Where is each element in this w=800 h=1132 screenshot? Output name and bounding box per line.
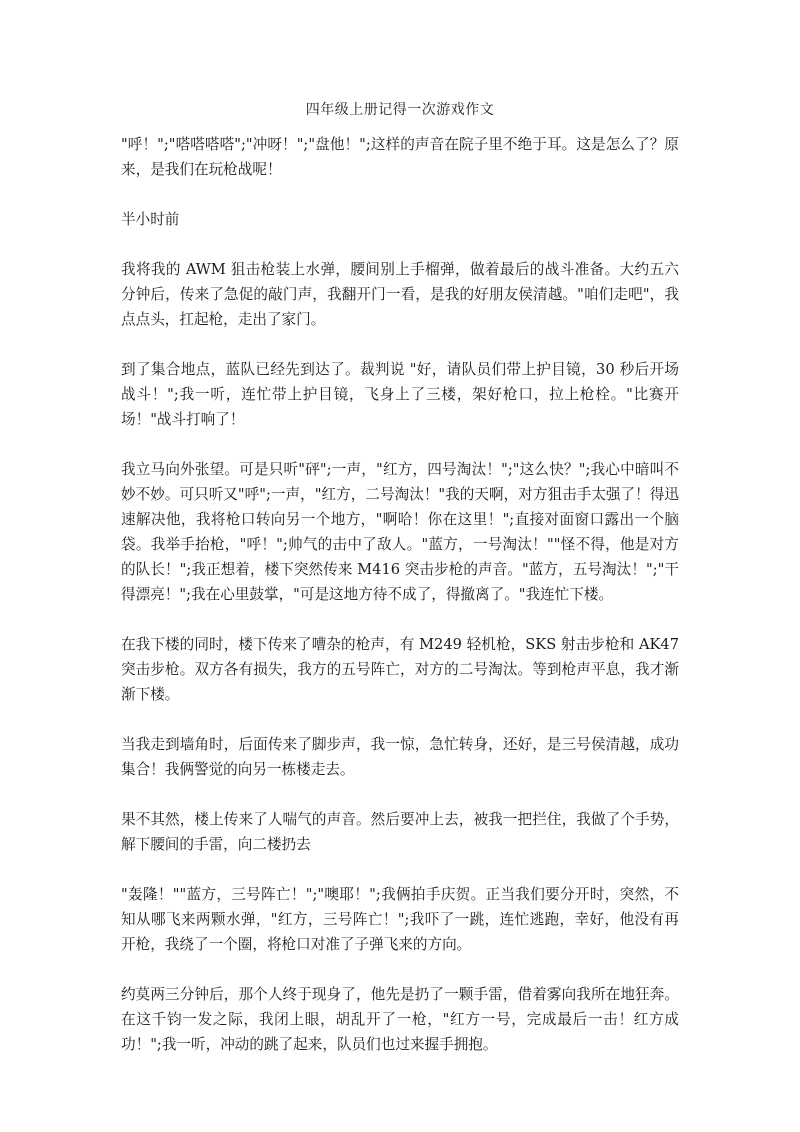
paragraph-5: 我立马向外张望。可是只听"砰";一声，"红方，四号淘汰！";"这么快？";我心中暗叫不妙不妙。可只听又"呼";一声，"红方，二号淘汰！"我的天啊，对方狙击手太强了！得迅速解决他，我将枪口转向另一个地方，"啊哈！你在这里！";直接对面窗口露出一个脑袋。我举手抬枪，"呼！";帅气的击中了敌人。"蓝方，一号淘汰！""怪不得，他是对方的队长！";我正想着，楼下突然传来 M416 突击步枪的声音。"蓝方，五号淘汰！";"干得漂亮！";我在心里鼓掌，"可是这地方待不成了，得撤离了。"我连忙下楼。 [121,461,679,603]
paragraph-10: 约莫两三分钟后，那个人终于现身了，他先是扔了一颗手雷，借着雾向我所在地狂奔。在这千钧一发之际，我闭上眼，胡乱开了一枪，"红方一号，完成最后一击！红方成功！";我一听，冲动的跳了起来，队员们也过来握手拥抱。 [121,986,679,1053]
paragraph-4: 到了集合地点，蓝队已经先到达了。裁判说 "好，请队员们带上护目镜，30 秒后开场战斗！";我一听，连忙带上护目镜，飞身上了三楼，架好枪口，拉上枪栓。"比赛开场！"战斗打响了！ [121,361,679,428]
paragraph-8: 果不其然，楼上传来了人喘气的声音。然后要冲上去，被我一把拦住，我做了个手势，解下腰间的手雷，向二楼扔去 [121,811,679,853]
paragraph-gap [121,332,679,357]
paragraph-7: 当我走到墙角时，后面传来了脚步声，我一惊，急忙转身，还好，是三号侯清越，成功集合！我俩警觉的向另一栋楼走去。 [121,736,679,778]
paragraph-2: 半小时前 [121,211,180,228]
paragraph-9: "轰隆！""蓝方，三号阵亡！";"噢耶！";我俩拍手庆贺。正当我们要分开时，突然，不知从哪飞来两颗水弹，"红方，三号阵亡！";我吓了一跳，连忙逃跑，幸好，他没有再开枪，我绕了一个圈，将枪口对准了子弹飞来的方向。 [121,886,679,953]
document-title: 四年级上册记得一次游戏作文 [305,102,495,118]
paragraph-gap [121,607,679,632]
paragraph-gap [121,432,679,457]
paragraph-gap [121,857,679,882]
paragraph-gap [121,782,679,807]
paragraph-gap [121,182,679,207]
paragraph-gap [121,957,679,982]
paragraph-6: 在我下楼的同时，楼下传来了嘈杂的枪声，有 M249 轻机枪，SKS 射击步枪和 AK47 突击步枪。双方各有损失，我方的五号阵亡，对方的二号淘汰。等到枪声平息，我才渐渐下楼。 [121,636,679,703]
paragraph-gap [121,707,679,732]
paragraph-1: "呼！";"嗒嗒嗒嗒";"冲呀！";"盘他！";这样的声音在院子里不绝于耳。这是怎么了？原来，是我们在玩枪战呢！ [121,136,679,178]
paragraph-3: 我将我的 AWM 狙击枪装上水弹，腰间别上手榴弹，做着最后的战斗准备。大约五六分钟后，传来了急促的敲门声，我翻开门一看，是我的好朋友侯清越。"咱们走吧"，我点点头，扛起枪，走出了家门。 [121,261,679,328]
document-body [121,132,679,1057]
paragraph-gap [121,232,679,257]
